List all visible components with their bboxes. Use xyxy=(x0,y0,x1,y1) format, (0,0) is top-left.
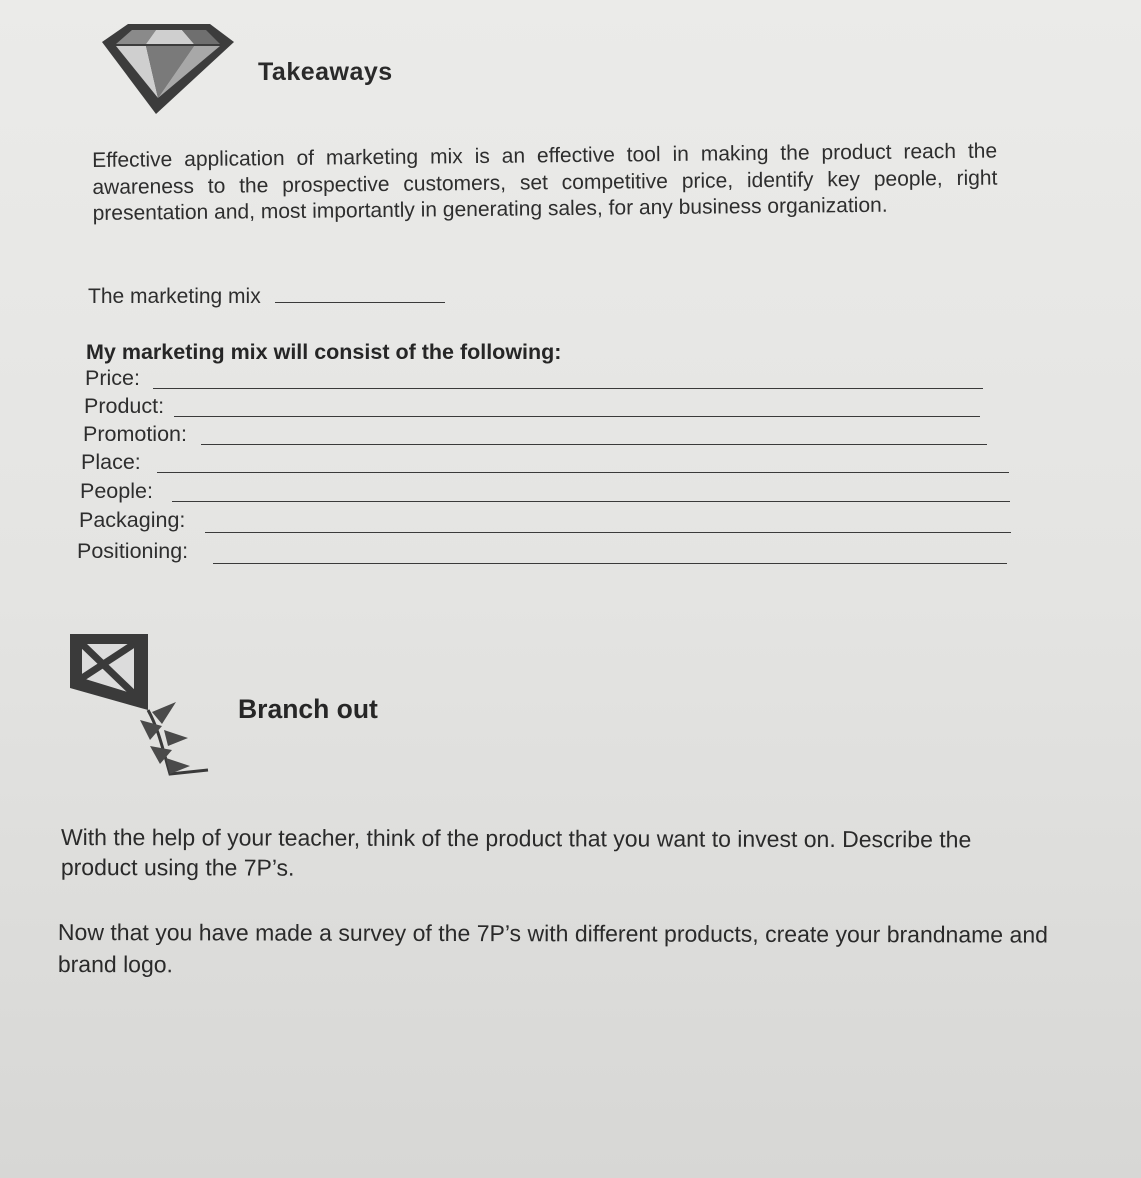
mix-item-blank[interactable] xyxy=(201,444,987,445)
mix-item-place xyxy=(81,450,141,475)
mix-item-blank[interactable] xyxy=(174,416,980,417)
mix-item-positioning xyxy=(77,539,188,564)
mix-item-blank[interactable] xyxy=(172,501,1010,502)
mix-item-price xyxy=(85,366,140,391)
branch-out-instruction-2: Now that you have made a survey of the 7P’s with different products, create your brandname and brand logo. xyxy=(57,919,1048,978)
mix-item-blank[interactable] xyxy=(213,563,1007,564)
takeaways-paragraph: Effective application of marketing mix is an effective tool in making the product reach the awareness to the prospective customers, set competitive price, identify key people, right presentation and, most importantly in generating sales, for any business organization. xyxy=(92,139,998,225)
mix-item-people xyxy=(80,479,153,504)
mix-item-label: Price: xyxy=(85,366,140,390)
mix-item-blank[interactable] xyxy=(157,472,1009,473)
mix-item-blank[interactable] xyxy=(205,532,1011,533)
mix-item-promotion xyxy=(83,422,187,447)
mix-item-label: Place: xyxy=(81,450,141,474)
kite-icon xyxy=(66,628,216,780)
takeaways-heading: Takeaways xyxy=(258,58,393,86)
mix-item-label: Product: xyxy=(84,394,165,418)
mix-item-label: Positioning: xyxy=(77,539,189,563)
marketing-mix-prompt-label: The marketing mix xyxy=(88,285,261,308)
branch-out-heading: Branch out xyxy=(238,694,378,724)
branch-out-instruction-1: With the help of your teacher, think of the product that you want to invest on. Describe the product using the 7P’s. xyxy=(60,824,972,881)
mix-item-label: Promotion: xyxy=(83,422,187,446)
mix-item-packaging xyxy=(79,508,185,533)
marketing-mix-heading: My marketing mix will consist of the following: xyxy=(86,340,562,364)
mix-item-blank[interactable] xyxy=(153,388,983,389)
mix-item-product xyxy=(84,394,164,419)
mix-item-label: People: xyxy=(80,479,153,503)
mix-item-label: Packaging: xyxy=(79,508,186,532)
